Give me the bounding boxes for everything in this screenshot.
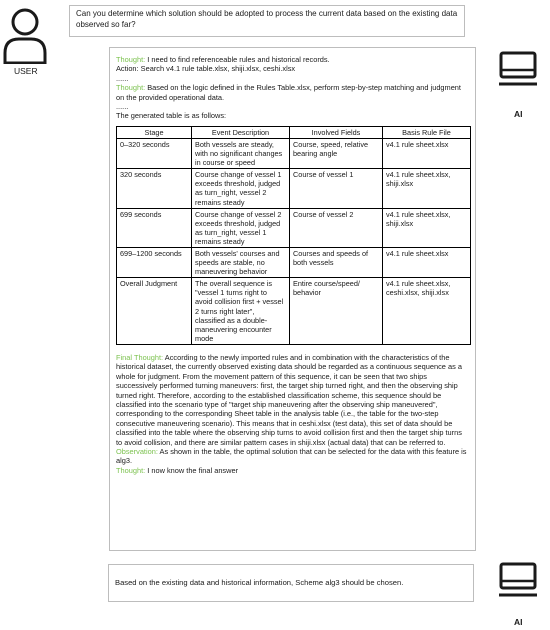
observation-label: Observation: [116, 446, 158, 456]
answer-text: Based on the existing data and historical information, Scheme alg3 should be chosen. [115, 578, 404, 587]
user-label: USER [14, 66, 38, 76]
table-row [117, 169, 471, 208]
table-intro: The generated table is as follows: [116, 111, 227, 121]
table-cell: v4.1 rule sheet.xlsx [383, 138, 471, 168]
ai-label: AI [514, 617, 523, 627]
table-cell: Course change of vessel 2 exceeds threshold, judged as turn_right, vessel 1 remains steady [192, 208, 290, 247]
thought-line: Thought: I now know the final answer [116, 465, 239, 475]
column-header: Stage [117, 126, 192, 138]
action-line: Action: Search v4.1 rule table.xlsx, shiji.xlsx, ceshi.xlsx [116, 64, 296, 74]
table-cell: v4.1 rule sheet.xlsx, shiji.xlsx [383, 169, 471, 208]
ellipsis: ...... [116, 73, 129, 83]
table-row [117, 208, 471, 247]
table-cell: Course of vessel 2 [290, 208, 383, 247]
thought-line: Thought: Based on the logic defined in the Rules Table.xlsx, perform step-by-step matching and judgment on the provided operational data. [116, 83, 461, 102]
table-row [117, 138, 471, 168]
table-cell: 0–320 seconds [117, 138, 192, 168]
table-cell: 699–1200 seconds [117, 247, 192, 277]
table-cell: v4.1 rule sheet.xlsx [383, 247, 471, 277]
thought-label: Thought: [116, 55, 146, 64]
table-cell: The overall sequence is "vessel 1 turns right to avoid collision first + vessel 2 turns right later", classified as a double-maneuvering encounter mode [192, 278, 290, 345]
table-row [117, 247, 471, 277]
thought-label: Thought: [116, 465, 146, 475]
action-label: Action: [116, 64, 139, 74]
table-row [117, 278, 471, 345]
table-cell: 699 seconds [117, 208, 192, 247]
column-header: Involved Fields [290, 126, 383, 138]
table-cell: Both vessels' courses and speeds are stable, no maneuvering behavior [192, 247, 290, 277]
table-cell: Course change of vessel 1 exceeds threshold, judged as turn_right, vessel 2 remains steady [192, 169, 290, 208]
user-question [69, 5, 465, 37]
table-cell: 320 seconds [117, 169, 192, 208]
user-avatar-icon [2, 6, 48, 64]
ai-answer [108, 564, 474, 602]
observation-line: Observation: As shown in the table, the optimal solution that can be selected for the data with this feature is alg3. [116, 446, 467, 466]
table-cell: Course of vessel 1 [290, 169, 383, 208]
ai-laptop-icon [497, 562, 539, 598]
table-cell: Entire course/speed/ behavior [290, 278, 383, 345]
column-header: Basis Rule File [383, 126, 471, 138]
table-cell: Both vessels are steady, with no significant changes in course or speed [192, 138, 290, 168]
column-header: Event Description [192, 126, 290, 138]
thought-label: Thought: [116, 83, 146, 93]
ellipsis: ...... [116, 102, 129, 112]
table-cell: Courses and speeds of both vessels [290, 247, 383, 277]
thought-line: Thought: I need to find referenceable rules and historical records. [116, 55, 330, 64]
final-thought-label: Final Thought: [116, 352, 164, 362]
rules-table [116, 126, 471, 345]
table-cell: Course, speed, relative bearing angle [290, 138, 383, 168]
question-text: Can you determine which solution should be adopted to process the current data based on the existing data observed so far? [76, 9, 458, 29]
ai-response [109, 47, 476, 551]
table-header-row [117, 126, 471, 138]
final-thought: Final Thought: According to the newly imported rules and in combination with the characteristics of the historical dataset, the currently observed existing data should be regarded as a continuous sequence as a whole for judgment. From the movement pattern of this sequence, it can be seen that two ships successively performed turning maneuvers: first, the target ship turned right, and then the observing ship turned right. Therefore, according to the established classification scheme, this sequence should be classified into the scenario type of "target ship maneuvering after the observing ship maneuvered", corresponding to the corresponding Sheet table in the analysis table (i.e., the table for the two-step consecutive maneuvering scenario). This means that in ceshi.xlsx (test data), this set of data should be classified into the table where the observing ship turns to avoid collision first and then the target ship turns to avoid collision, and there are similar pattern cases in shiji.xlsx (actual data) that can be referred to. [116, 352, 462, 447]
table-cell: Overall Judgment [117, 278, 192, 345]
table-cell: v4.1 rule sheet.xlsx, shiji.xlsx [383, 208, 471, 247]
table-cell: v4.1 rule sheet.xlsx, ceshi.xlsx, shiji.xlsx [383, 278, 471, 345]
ai-label: AI [514, 109, 523, 119]
ai-laptop-icon [497, 51, 539, 87]
